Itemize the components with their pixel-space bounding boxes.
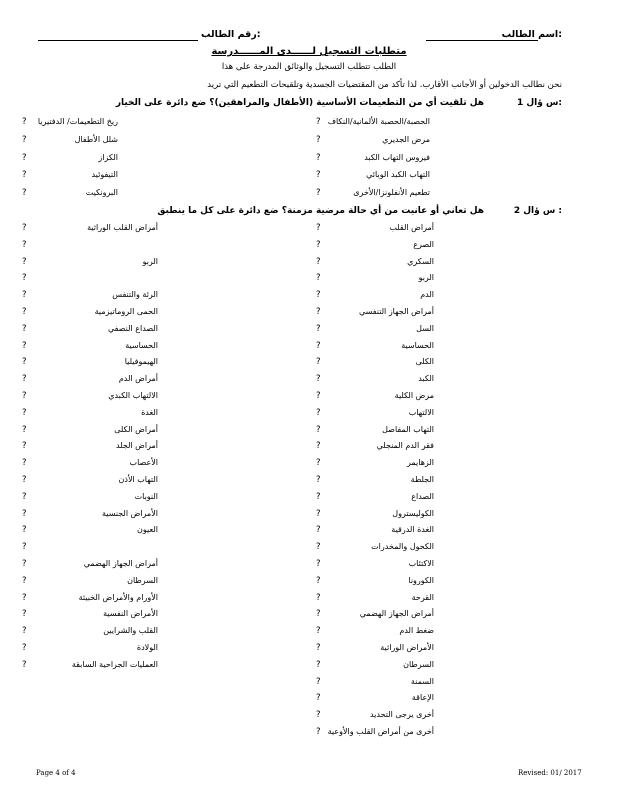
question-mark[interactable]: ? <box>316 643 321 653</box>
checklist-item-label: الكلى <box>415 357 434 367</box>
checklist-item-label: أمراض الكلى <box>114 424 158 434</box>
question-mark[interactable]: ? <box>22 592 27 603</box>
checklist-item-label: أخرى من أمراض القلب والأوعية <box>327 727 434 736</box>
checklist-item-label: فيروس التهاب الكبد <box>364 152 430 162</box>
checklist-item-label: ضغط الدم <box>399 626 434 636</box>
question-mark[interactable]: ? <box>316 117 321 127</box>
question-mark[interactable]: ? <box>22 508 27 519</box>
checklist-item-label: الربو <box>418 273 434 283</box>
checklist-item-label: الجلطة <box>410 475 434 484</box>
question-mark[interactable]: ? <box>22 152 27 163</box>
question-mark[interactable]: ? <box>22 117 27 127</box>
question-mark[interactable]: ? <box>316 710 321 721</box>
checklist-item-label: الرئة والتنفس <box>112 290 158 300</box>
q1-label: س ؤال 1: <box>516 98 562 108</box>
question-mark[interactable]: ? <box>22 441 27 452</box>
question-mark[interactable]: ? <box>316 491 321 502</box>
question-mark[interactable]: ? <box>22 559 27 569</box>
checklist-item-label: الالتهاب الكبدي <box>108 391 158 400</box>
instructions-line-1: الطلب تتطلب التسجيل والوثائق المدرجة على هذا <box>221 62 397 72</box>
checklist-item-label: الأمراض النفسية <box>103 609 158 619</box>
question-mark[interactable]: ? <box>316 626 321 637</box>
question-mark[interactable]: ? <box>316 559 321 569</box>
question-mark[interactable]: ? <box>316 693 321 704</box>
question-mark[interactable]: ? <box>22 475 27 485</box>
question-mark[interactable]: ? <box>22 424 27 435</box>
checklist-item-label: التهاب الكبد الوبائي <box>366 170 430 180</box>
question-mark[interactable]: ? <box>316 223 321 233</box>
question-mark[interactable]: ? <box>22 643 27 653</box>
checklist-item-label: الكوليسترول <box>392 508 434 518</box>
checklist-item-label: الولادة <box>136 643 158 652</box>
checklist-item-label: أمراض الجلد <box>115 441 158 451</box>
checklist-item-label: الكزاز <box>98 152 118 162</box>
checklist-item-label: الإعاقة <box>411 693 434 703</box>
checklist-item-label: الربو <box>142 256 158 266</box>
question-mark[interactable]: ? <box>22 458 27 469</box>
checklist-item-label: أمراض الدم <box>118 374 158 384</box>
checklist-item-label: الأمراض الجنسية <box>102 508 158 518</box>
question-mark[interactable]: ? <box>316 575 321 586</box>
question-mark[interactable]: ? <box>22 256 27 267</box>
checklist-item-label: تطعيم الأنفلونزا/الأخرى <box>353 188 430 198</box>
checklist-item-label: التهاب الأذن <box>118 475 158 484</box>
page-number: Page 4 of 4 <box>36 769 76 777</box>
student-id-label: رقم الطالب: <box>201 29 261 40</box>
student-id-field[interactable] <box>38 40 198 41</box>
checklist-item-label: الغدة الدرقية <box>391 525 434 535</box>
checklist-item-label: التهاب المفاصل <box>382 424 434 434</box>
checklist-item-label: أمراض القلب الوراثية <box>87 223 158 232</box>
checklist-item-label: شلل الأطفال <box>74 134 118 144</box>
checklist-item-label: أمراض الجهاز التنفسي <box>358 307 434 316</box>
question-mark[interactable]: ? <box>316 592 321 603</box>
checklist-item-label: الاكتئاب <box>408 559 434 568</box>
checklist-item-label: القلب والشرايين <box>103 626 158 636</box>
checklist-item-label: الزهايمر <box>407 458 434 468</box>
question-mark[interactable]: ? <box>316 475 321 485</box>
student-name-field[interactable] <box>426 40 538 41</box>
question-mark[interactable]: ? <box>316 134 321 145</box>
question-mark[interactable]: ? <box>22 134 27 145</box>
question-mark[interactable]: ? <box>316 323 321 334</box>
question-mark[interactable]: ? <box>22 407 27 418</box>
question-mark[interactable]: ? <box>22 659 27 670</box>
question-mark[interactable]: ? <box>22 273 27 284</box>
question-mark[interactable]: ? <box>22 357 27 368</box>
question-mark[interactable]: ? <box>316 239 321 250</box>
question-mark[interactable]: ? <box>22 525 27 536</box>
q2-text: هل تعاني أو عانيت من أي حالة مرضية مزمنة؟ ضع دائرة على كل ما ينطبق <box>157 206 484 216</box>
question-mark[interactable]: ? <box>316 152 321 163</box>
checklist-item-label: أخرى يرجى التحديد <box>369 710 434 720</box>
checklist-item-label: السل <box>416 323 434 333</box>
question-mark[interactable]: ? <box>22 374 27 385</box>
question-mark[interactable]: ? <box>22 542 27 553</box>
question-mark[interactable]: ? <box>316 727 321 737</box>
instructions-line-2: نحن نطالب الدخولين أو الأجانب الأقارب. لذا تأكد من المقتضيات الجسدية وتلقيحات التطعيم التي تريد <box>207 80 562 90</box>
student-name-label: اسم الطالب: <box>501 29 562 40</box>
checklist-item-label: الهيموفيليا <box>124 357 158 367</box>
checklist-item-label: الأمراض الوراثية <box>380 643 434 652</box>
question-mark[interactable]: ? <box>316 374 321 385</box>
checklist-item-label: أمراض الجهاز الهضمي <box>83 559 158 568</box>
question-mark[interactable]: ? <box>316 508 321 519</box>
checklist-item-label: مرض الجديري <box>382 134 430 144</box>
checklist-item-label: الكحول والمخدرات <box>371 542 434 552</box>
checklist-item-label: القرحة <box>411 592 434 602</box>
checklist-item-label: الغدة <box>141 407 158 417</box>
checklist-item-label: السرطان <box>403 659 434 669</box>
checklist-item-label: فقر الدم المنجلي <box>376 441 434 451</box>
checklist-item-label: الالتهاب <box>408 407 434 417</box>
question-mark[interactable]: ? <box>22 340 27 351</box>
question-mark[interactable]: ? <box>316 609 321 620</box>
checklist-item-label: أمراض الجهاز الهضمي <box>359 609 434 619</box>
page-title: متطلبات التسجيل لــــــدى المــــــدرسة <box>211 46 407 57</box>
checklist-item-label: التيفوئيد <box>91 170 118 180</box>
q2-label: س ؤال 2 : <box>513 206 562 216</box>
question-mark[interactable]: ? <box>22 170 27 181</box>
checklist-item-label: السكري <box>407 256 434 266</box>
checklist-item-label: الكبد <box>418 374 434 384</box>
checklist-item-label: الصرع <box>413 239 434 249</box>
question-mark[interactable]: ? <box>22 223 27 233</box>
checklist-item-label: البرونكيت <box>85 188 118 198</box>
question-mark[interactable]: ? <box>316 407 321 418</box>
question-mark[interactable]: ? <box>22 307 27 317</box>
question-mark[interactable]: ? <box>316 676 321 687</box>
checklist-item-label: أمراض القلب <box>389 223 434 232</box>
checklist-item-label: السرطان <box>127 575 158 585</box>
question-mark[interactable]: ? <box>22 609 27 620</box>
question-mark[interactable]: ? <box>316 458 321 469</box>
checklist-item-label: الحساسية <box>125 340 158 350</box>
question-mark[interactable]: ? <box>316 290 321 301</box>
checklist-item-label: الحساسية <box>401 340 434 350</box>
checklist-item-label: ريخ التطعيمات/ الدفتيريا <box>37 117 118 126</box>
checklist-item-label: الدم <box>420 290 434 300</box>
question-mark[interactable]: ? <box>316 542 321 553</box>
checklist-item-label: الكورونا <box>408 575 434 585</box>
checklist-item-label: الصداع <box>411 491 434 501</box>
checklist-item-label: الصداع النصفي <box>107 323 158 333</box>
question-mark[interactable]: ? <box>316 391 321 401</box>
question-mark[interactable]: ? <box>316 256 321 267</box>
checklist-item-label: مرض الكلية <box>394 391 434 400</box>
question-mark[interactable]: ? <box>316 424 321 435</box>
question-mark[interactable]: ? <box>22 491 27 502</box>
question-mark[interactable]: ? <box>316 188 321 199</box>
checklist-item-label: النوبات <box>134 491 158 501</box>
question-mark[interactable]: ? <box>316 441 321 452</box>
checklist-item-label: الحمى الروماتيزمية <box>94 307 158 316</box>
checklist-item-label: العمليات الجراحية السابقة <box>71 659 158 669</box>
question-mark[interactable]: ? <box>22 239 27 250</box>
question-mark[interactable]: ? <box>22 323 27 334</box>
checklist-item-label: الحصبة/الحصبة الألمانية/النكاف <box>327 117 430 126</box>
question-mark[interactable]: ? <box>316 170 321 181</box>
question-mark[interactable]: ? <box>22 575 27 586</box>
question-mark[interactable]: ? <box>316 307 321 317</box>
revised-date: Revised: 01/ 2017 <box>518 769 582 777</box>
checklist-item-label: العيون <box>137 525 158 535</box>
question-mark[interactable]: ? <box>22 290 27 301</box>
checklist-item-label: السمنة <box>410 676 434 686</box>
checklist-item-label: الأورام والأمراض الخبيثة <box>78 592 158 602</box>
question-mark[interactable]: ? <box>316 357 321 368</box>
q1-text: هل تلقيت أي من التطعيمات الأساسية (الأطفال والمراهقين)؟ ضع دائرة على الخيار <box>115 98 484 108</box>
question-mark[interactable]: ? <box>22 391 27 401</box>
question-mark[interactable]: ? <box>316 659 321 670</box>
question-mark[interactable]: ? <box>22 188 27 199</box>
question-mark[interactable]: ? <box>22 626 27 637</box>
checklist-item-label: الأعصاب <box>129 458 158 468</box>
question-mark[interactable]: ? <box>316 273 321 284</box>
question-mark[interactable]: ? <box>316 340 321 351</box>
question-mark[interactable]: ? <box>316 525 321 536</box>
